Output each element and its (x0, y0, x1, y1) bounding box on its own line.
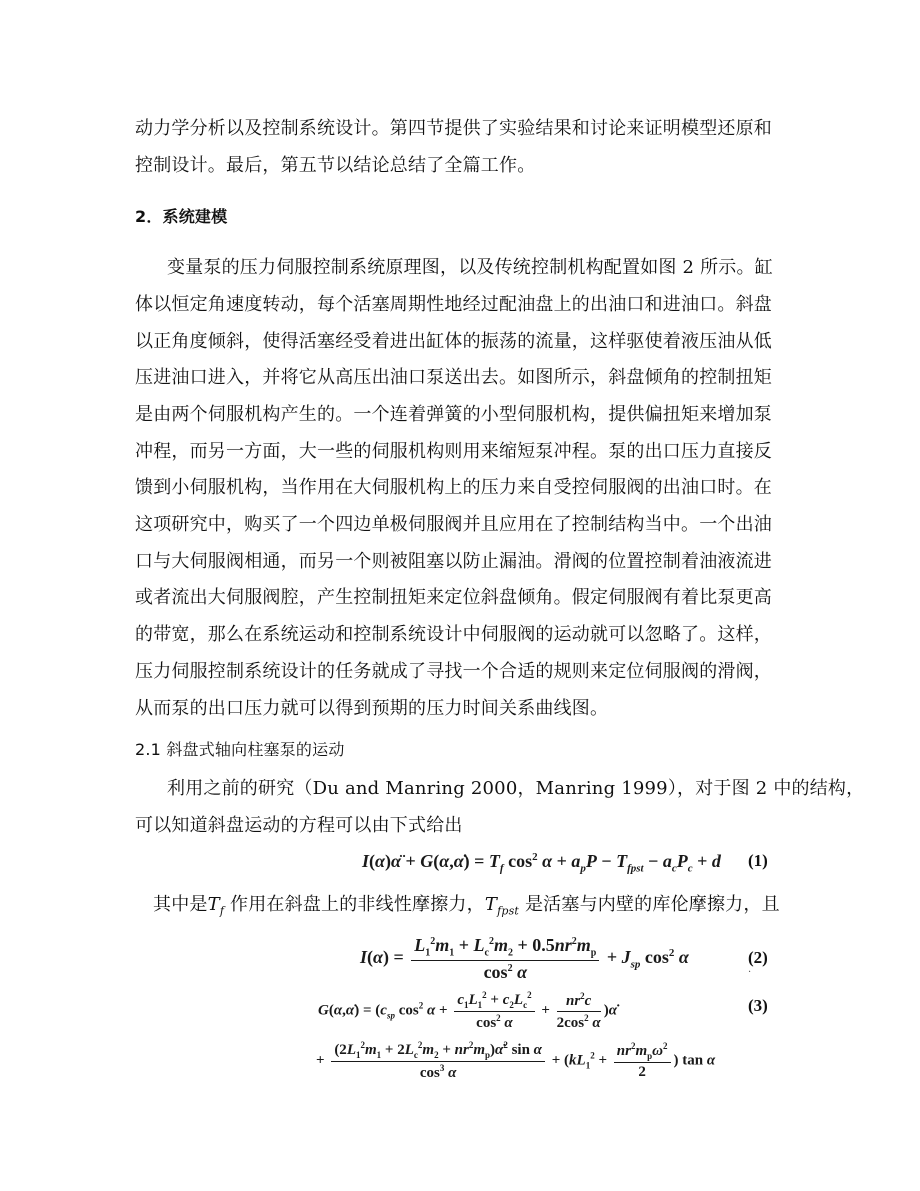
body-text-line: 控制设计。最后，第五节以结论总结了全篇工作。 (135, 155, 536, 176)
scan-mark: · (748, 967, 752, 978)
body-text-line: 体以恒定角速度转动，每个活塞周期性地经过配油盘上的出油口和进油口。斜盘 (135, 294, 772, 315)
symbol-tf: T (207, 894, 220, 915)
equation-1: I(α)α̈ + G(α,α̇) = $T_f$ $\cos^2 \alpha + a_pP - T_{fpst} - a_cP_c + d$ (362, 851, 721, 875)
body-text-line (153, 893, 780, 924)
equation-3-line-2: + $\frac{(2L_1^2m_1 + 2L_c^2m_2 + nr^2m_p)\alphȧ^2 \sin \alpha}{\cos^3 \alpha}$ + ($kL_1^2$ + $\frac{nr^2m_p\omega^2}{2}$ ) tan α (316, 1040, 716, 1081)
body-text-line: 或者流出大伺服阀腔，产生控制扭矩来定位斜盘倾角。假定伺服阀有着比泵更高 (135, 587, 772, 608)
body-text-line: 变量泵的压力伺服控制系统原理图，以及传统控制机构配置如图 2 所示。缸 (167, 257, 773, 278)
body-text-line: 压进油口进入，并将它从高压出油口泵送出去。如图所示，斜盘倾角的控制扭矩 (135, 367, 772, 388)
body-text-line: 动力学分析以及控制系统设计。第四节提供了实验结果和讨论来证明模型还原和 (135, 118, 772, 139)
body-text-line: 利用之前的研究（Du and Manring 2000，Manring 1999），对于图 2 中的结构， (167, 778, 865, 799)
symbol-tfpst-sub: fpst (497, 904, 520, 918)
body-text-line: 是由两个伺服机构产生的。一个连着弹簧的小型伺服机构，提供偏扭矩来增加泵 (135, 404, 772, 425)
equation-number: (2) (748, 948, 768, 967)
symbol-tf-sub: f (219, 904, 225, 918)
body-text-line: 冲程，而另一方面，大一些的伺服机构则用来缩短泵冲程。泵的出口压力直接反 (135, 441, 772, 462)
body-text-line: 从而泵的出口压力就可以得到预期的压力时间关系曲线图。 (135, 698, 609, 719)
body-text-line: 以正角度倾斜，使得活塞经受着进出缸体的振荡的流量，这样驱使着液压油从低 (135, 331, 772, 352)
body-text-line: 可以知道斜盘运动的方程可以由下式给出 (135, 815, 463, 836)
subsection-heading: 2.1 斜盘式轴向柱塞泵的运动 (135, 740, 345, 759)
section-heading: 2．系统建模 (135, 207, 228, 226)
body-text-line: 的带宽，那么在系统运动和控制系统设计中伺服阀的运动就可以忽略了。这样， (135, 624, 772, 645)
body-text-line: 这项研究中，购买了一个四边单极伺服阀并且应用在了控制结构当中。一个出油 (135, 514, 772, 535)
where-text-2: 作用在斜盘上的非线性摩擦力， (224, 894, 485, 915)
body-text-line: 馈到小伺服机构，当作用在大伺服机构上的压力来自受控伺服阀的出油口时。在 (135, 477, 772, 498)
equation-number: (1) (748, 851, 768, 870)
equation-3-line-1: G(α,α̇) = ($c_{sp}$ $\cos^2 \alpha$ + $\frac{c_1L_1^2 + c_2L_c^2}{\cos^2 \alpha}$ + $\frac{nr^2c}{2\cos^2 \alpha}$ )α̇ (318, 990, 618, 1031)
symbol-tfpst: T (484, 894, 498, 915)
where-text-3: 是活塞与内壁的库伦摩擦力，且 (519, 894, 780, 915)
body-text-line: 压力伺服控制系统设计的任务就成了寻找一个合适的规则来定位伺服阀的滑阀， (135, 661, 772, 682)
equation-2: I(α) = $\frac{L_1^2m_1 + L_c^2m_2 + 0.5nr^2m_p}{\cos^2 \alpha}$ + $J_{sp}$ $\cos^2 \alpha$ (360, 935, 689, 982)
equation-number: (3) (748, 996, 768, 1015)
where-text-1: 其中是 (153, 894, 208, 915)
body-text-line: 口与大伺服阀相通，而另一个则被阻塞以防止漏油。滑阀的位置控制着油液流进 (135, 551, 772, 572)
